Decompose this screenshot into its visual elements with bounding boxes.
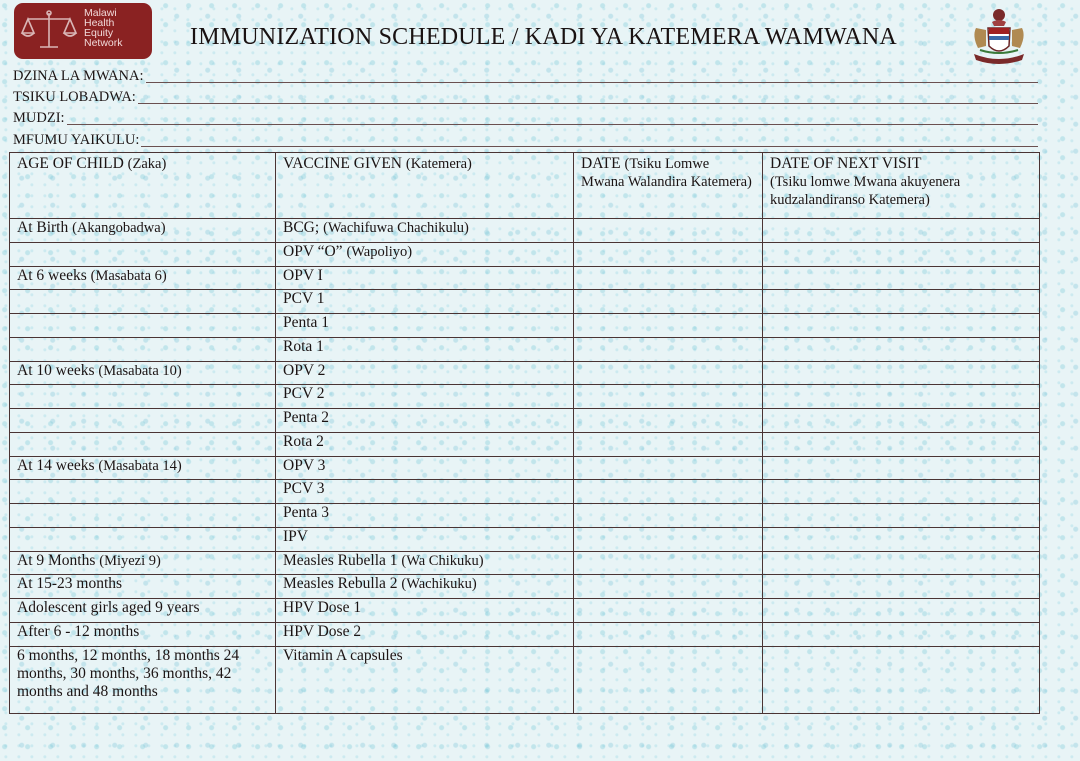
table-row [10, 409, 1040, 433]
table-row [10, 480, 1040, 504]
date-given-cell[interactable] [574, 337, 763, 361]
village-field[interactable] [13, 108, 1038, 128]
age-cell: At 15-23 months [10, 575, 276, 599]
table-header-row [10, 153, 1040, 219]
vaccine-cell: OPV “O” (Wapoliyo) [276, 242, 574, 266]
date-given-cell[interactable] [574, 646, 763, 713]
next-visit-cell[interactable] [763, 219, 1040, 243]
page-title: IMMUNIZATION SCHEDULE / KADI YA KATEMERA WAMWANA [190, 24, 897, 50]
field-label: TSIKU LOBADWA: [13, 89, 136, 105]
vaccine-cell: Rota 2 [276, 432, 574, 456]
field-label: DZINA LA MWANA: [13, 68, 144, 84]
age-cell [10, 480, 276, 504]
date-given-cell[interactable] [574, 456, 763, 480]
age-cell: At 6 weeks (Masabata 6) [10, 266, 276, 290]
age-cell: 6 months, 12 months, 18 months 24 months, 30 months, 36 months, 42 months and 48 months [10, 646, 276, 713]
scales-of-justice-icon [20, 9, 78, 53]
table-row [10, 623, 1040, 647]
next-visit-cell[interactable] [763, 480, 1040, 504]
age-cell: At 10 weeks (Masabata 10) [10, 361, 276, 385]
table-row [10, 385, 1040, 409]
date-given-cell[interactable] [574, 242, 763, 266]
field-label: MUDZI: [13, 110, 65, 126]
vaccine-cell: HPV Dose 1 [276, 599, 574, 623]
date-given-cell[interactable] [574, 361, 763, 385]
header-next-visit: DATE OF NEXT VISIT (Tsiku lomwe Mwana akuyenera kudzalandiranso Katemera) [763, 153, 1040, 219]
next-visit-cell[interactable] [763, 385, 1040, 409]
date-given-cell[interactable] [574, 409, 763, 433]
vaccine-cell: PCV 3 [276, 480, 574, 504]
table-row [10, 456, 1040, 480]
next-visit-cell[interactable] [763, 290, 1040, 314]
date-given-cell[interactable] [574, 575, 763, 599]
field-label: MFUMU YAIKULU: [13, 132, 140, 148]
date-given-cell[interactable] [574, 504, 763, 528]
field-value[interactable] [67, 124, 1038, 125]
header-age: AGE OF CHILD (Zaka) [10, 153, 276, 219]
mhen-logo [14, 3, 152, 59]
table-row [10, 527, 1040, 551]
table-row [10, 599, 1040, 623]
next-visit-cell[interactable] [763, 314, 1040, 338]
birth-date-field[interactable] [13, 87, 1038, 107]
age-cell [10, 314, 276, 338]
child-name-field[interactable] [13, 66, 1038, 86]
table-row [10, 242, 1040, 266]
vaccine-cell: Rota 1 [276, 337, 574, 361]
next-visit-cell[interactable] [763, 266, 1040, 290]
chief-field[interactable] [13, 130, 1038, 150]
age-cell [10, 385, 276, 409]
field-value[interactable] [138, 103, 1038, 104]
date-given-cell[interactable] [574, 480, 763, 504]
vaccine-cell: BCG; (Wachifuwa Chachikulu) [276, 219, 574, 243]
age-cell [10, 409, 276, 433]
age-cell [10, 527, 276, 551]
next-visit-cell[interactable] [763, 575, 1040, 599]
vaccine-cell: IPV [276, 527, 574, 551]
table-row [10, 266, 1040, 290]
age-cell [10, 337, 276, 361]
date-given-cell[interactable] [574, 385, 763, 409]
table-row [10, 504, 1040, 528]
immunization-table [9, 152, 1040, 714]
date-given-cell[interactable] [574, 551, 763, 575]
table-row [10, 314, 1040, 338]
next-visit-cell[interactable] [763, 527, 1040, 551]
age-cell [10, 432, 276, 456]
vaccine-cell: Vitamin A capsules [276, 646, 574, 713]
date-given-cell[interactable] [574, 314, 763, 338]
table-row [10, 361, 1040, 385]
table-row [10, 575, 1040, 599]
next-visit-cell[interactable] [763, 361, 1040, 385]
age-cell: At 14 weeks (Masabata 14) [10, 456, 276, 480]
vaccine-cell: OPV I [276, 266, 574, 290]
next-visit-cell[interactable] [763, 242, 1040, 266]
next-visit-cell[interactable] [763, 456, 1040, 480]
malawi-coat-of-arms-icon [966, 6, 1032, 70]
age-cell: After 6 - 12 months [10, 623, 276, 647]
date-given-cell[interactable] [574, 219, 763, 243]
date-given-cell[interactable] [574, 599, 763, 623]
next-visit-cell[interactable] [763, 337, 1040, 361]
field-value[interactable] [146, 82, 1039, 83]
next-visit-cell[interactable] [763, 551, 1040, 575]
next-visit-cell[interactable] [763, 432, 1040, 456]
table-row [10, 646, 1040, 713]
next-visit-cell[interactable] [763, 409, 1040, 433]
table-row [10, 290, 1040, 314]
vaccine-cell: HPV Dose 2 [276, 623, 574, 647]
table-row [10, 432, 1040, 456]
date-given-cell[interactable] [574, 623, 763, 647]
table-row [10, 337, 1040, 361]
vaccine-cell: Measles Rebulla 2 (Wachikuku) [276, 575, 574, 599]
vaccine-cell: Measles Rubella 1 (Wa Chikuku) [276, 551, 574, 575]
logo-text: Malawi Health Equity Network [84, 7, 123, 49]
vaccine-cell: PCV 1 [276, 290, 574, 314]
header-vaccine: VACCINE GIVEN (Katemera) [276, 153, 574, 219]
vaccine-cell: Penta 2 [276, 409, 574, 433]
age-cell: Adolescent girls aged 9 years [10, 599, 276, 623]
next-visit-cell[interactable] [763, 646, 1040, 713]
table-row [10, 551, 1040, 575]
next-visit-cell[interactable] [763, 599, 1040, 623]
date-given-cell[interactable] [574, 266, 763, 290]
vaccine-cell: Penta 1 [276, 314, 574, 338]
date-given-cell[interactable] [574, 527, 763, 551]
vaccine-cell: OPV 2 [276, 361, 574, 385]
field-value[interactable] [141, 146, 1038, 147]
next-visit-cell[interactable] [763, 504, 1040, 528]
header-date: DATE (Tsiku Lomwe Mwana Walandira Katemera) [574, 153, 763, 219]
vaccine-cell: OPV 3 [276, 456, 574, 480]
age-cell [10, 504, 276, 528]
age-cell [10, 242, 276, 266]
next-visit-cell[interactable] [763, 623, 1040, 647]
table-row [10, 219, 1040, 243]
age-cell [10, 290, 276, 314]
date-given-cell[interactable] [574, 290, 763, 314]
vaccine-cell: PCV 2 [276, 385, 574, 409]
vaccine-cell: Penta 3 [276, 504, 574, 528]
date-given-cell[interactable] [574, 432, 763, 456]
age-cell: At 9 Months (Miyezi 9) [10, 551, 276, 575]
age-cell: At Birth (Akangobadwa) [10, 219, 276, 243]
